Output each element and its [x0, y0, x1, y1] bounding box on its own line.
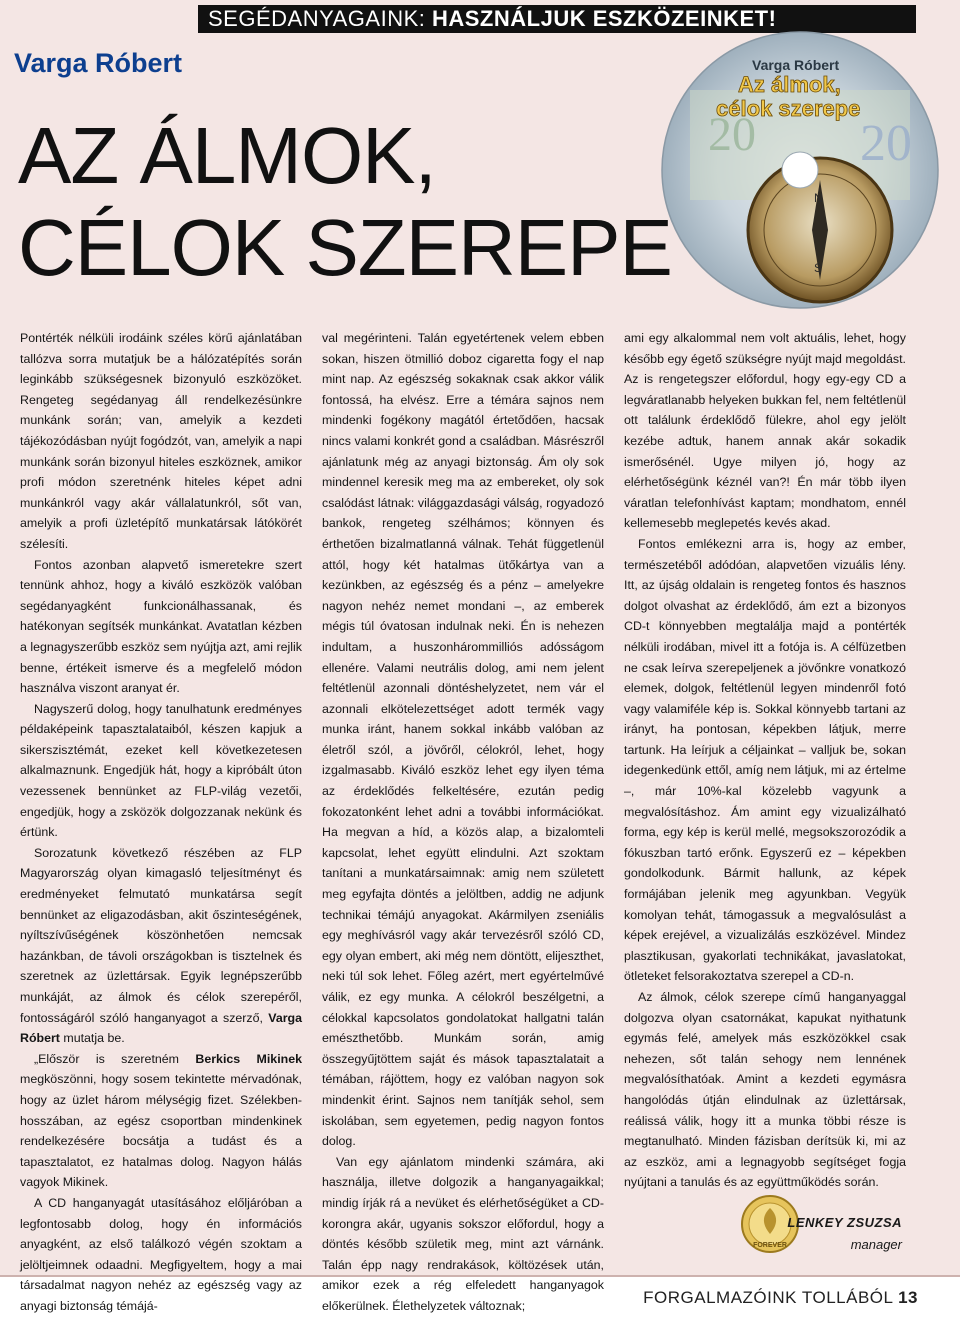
- text-column-2: [322, 328, 604, 1317]
- paragraph: Az álmok, célok szerepe című hanganyaggal dolgozva olyan csatornákat, kapukat nyithatunk egymás felé, amelyek más eszközökkel csak nehezen, sőt talán sehogy nem lennének megvalósíthatóak. Amint a kezdeti egymásra hangolódás útján elindulnak az üzlettársak, reálissá válik, hogy itt a munka többi része is megtanulható. Minden fázisban derítsük ki, mi az az eszköz, ami a legnagyobb segítséget fogja nyújtani a tanulás és az együttműködés során.: [624, 990, 906, 1190]
- page-footer: [643, 1288, 918, 1308]
- signature-name: LENKEY ZSUZSA: [787, 1215, 902, 1230]
- cd-title-line-2: célok szerepe: [716, 96, 861, 121]
- paragraph: ami egy alkalommal nem volt aktuális, lehet, hogy később egy égető szükségre nyújt majd megoldást. Az is rengetegszer előfordul, hogy egy-egy CD a legváratlanabb helyeken bukkan fel, nem feltétlenül ott találunk érdeklődő fülekre, ahol egy jelölt kezébe adtuk, hanem annak akár sokadik ismerősénél. Ugye milyen jó, hogy az elérhetőségünk kéznél van?! Én már több ilyen váratlan telefonhívást kaptam; mondhatom, ennél kellemesebb meglepetés kevés akad.: [624, 331, 906, 531]
- section-header: [198, 5, 916, 33]
- cd-cover-image: [660, 30, 940, 310]
- page-number: 13: [898, 1288, 918, 1307]
- title-line-2: CÉLOK SZEREPE: [18, 203, 672, 292]
- svg-text:N: N: [814, 191, 823, 205]
- paragraph: Fontos azonban alapvető ismeretekre szert tennünk ahhoz, hogy a kiváló eszközök valóban segédanyagként funkcionálhassanak, és hatékonyan segítsék munkánkat. Avatatlan kézben a legnagyszerűbb eszköz sem nyújtja azt, ami rejlik benne, értékeit ismerve és a megfelelő módon használva viszont aranyat ér.: [20, 557, 302, 696]
- text-column-3: [624, 328, 906, 1193]
- quote-open: „Először is szeretném: [34, 1051, 196, 1066]
- svg-text:20: 20: [860, 115, 912, 172]
- paragraph: Fontos emlékezni arra is, hogy az ember, természetéből adódóan, alapvetően vizuális lény. Itt, az újság oldalain is rengeteg fontos és hasznos dolgot olvashat az érdeklődő, ám ezt a bizonyos CD-t könnyebben megtalálja majd a pontérték nélküli irodában, mivel itt a fotója is. A célfüzetben ne csak leírva szerepeljenek a jövőnkre vonatkozó elemek, dolgok, feltétlenül legyen mindenről fotó vagy valamiféle kép is. Sokkal könnyebb tartani az irányt, ha pontosan, képekben látjuk, merre tartunk. Ha leírjuk a céljainkat – valljuk be, sokan idegenkedünk ettől, amíg nem látjuk, mi az értelme –, már 10%-kal közelebb vagyunk a megvalósításhoz. Ám amint egy vizualizálható forma, egy kép is kerül mellé, megsokszorozódik a fókuszban tartó erőnk. Egyszerű ez – képekben gondolkodunk. Bármit hallunk, az képek formájában jelenik meg agyunkban. Vegyük komolyan tehát, támogassuk a megvalósulást a képek erejével, a vizualizálás eszközével. Mindez plasztikusan, gyakorlati technikákat, javaslatokat, ötleteket felsorakoztatva szerepel a CD-n.: [624, 536, 906, 984]
- paragraph: [20, 843, 302, 1049]
- paragraph-text: Sorozatunk következő részében az FLP Magyarország olyan kimagasló teljesítményt és eredményeket felmutató munkatársa segít bennünket az eligazodásban, akit őszinteségének, nyíltszívűségének köszönhetően nemcsak hazánkban, de távoli országokban is tisztelnek és szeretnek az üzlettársak. Egyik legnépszerűbb munkáját, az álmok és célok szerepéről, fontosságáról szóló hanganyagot a szerző,: [20, 845, 302, 1025]
- article-title: [18, 110, 672, 294]
- paragraph-tail: mutatja be.: [59, 1031, 125, 1046]
- badge-text: FOREVER: [753, 1242, 787, 1249]
- signature: [787, 1212, 902, 1256]
- author-name-inline: Varga Róbert: [20, 1010, 302, 1046]
- svg-text:S: S: [814, 261, 823, 275]
- paragraph: Pontérték nélküli irodáink széles körű ajánlatában tallózva sorra mutatjuk be a hálózatépítés során leginkább szükségesnek bizonyuló eszközöket. Rengeteg segédanyag áll rendelkezésünkre munkánk során; van, amelyik a kezdeti tájékozódásban nyújt fogódzót, van, amelyik a napi munkánk során bizonyul hiteles eszköznek, amikor profi módon szeretnénk hiteles képet adni munkánkról vagy akár vállalatunkról, sőt van, amelyik a profi üzletépítő munkatársak látókörét szélesíti.: [20, 331, 302, 551]
- title-line-1: AZ ÁLMOK,: [18, 111, 436, 200]
- cd-title-line-1: Az álmok,: [738, 72, 841, 97]
- paragraph: Van egy ajánlatom mindenki számára, aki használja, illetve dolgozik a hanganyagaikkal; mindig írják rá a nevüket és elérhetőségüket a CD-korongra akár, ugyanis sokszor előfordul, hogy a döntés később születik meg, mint azt várnánk. Talán épp nagy rendrakások, költözések után, amikor ezek a rég elfeledett hanganyagok előkerülnek. Élethelyzetek változnak;: [322, 1154, 604, 1313]
- article-author: Varga Róbert: [14, 48, 183, 78]
- section-title: HASZNÁLJUK ESZKÖZEINKET!: [431, 6, 777, 31]
- signature-role: manager: [850, 1237, 902, 1252]
- svg-text:20: 20: [708, 108, 756, 161]
- section-prefix: SEGÉDANYAGAINK:: [208, 6, 432, 31]
- cd-author: Varga Róbert: [752, 57, 840, 73]
- paragraph: val megérinteni. Talán egyetértenek velem ebben sokan, hiszen ötmillió doboz cigaretta fogy el nap mint nap. Az egészség sokaknak csak akkor válik fontossá, ha elvész. Erre a témára sajnos nem mindenki fogékony magától értetődően, hacsak nincs valami konkrét gond a családban. Másrészről ajánlatunk még az anyagi biztonság. Ám oly sok mindennel keresik meg ma az embereket, oly sok csalódást látnak: világgazdasági válság, rogyadozó bankok, rengeteg szélhámos; könnyen és érthetően bizalmatlanná válnak. Tehát függetlenül attól, hogy két hatalmas ütőkártya van a kezünkben, az egészség és a pénz – amelyekre nagyon nehéz nemet mondani –, az emberek mégis túl óvatosan indulnak neki. Én is nehezen indultam, a huszonhárommilliós adósságom ellenére. Valami neutrális dolog, ami nem jelent feltétlenül azonnali döntéshelyzetet, nem vár el azonnali elkötelezettséget adott termék vagy munka iránt, hanem sokkal inkább valóban az életről szól, a jövőről, célokról, lehet, hogy izgalmasabb. Kiváló eszköz lehet egy ilyen téma az érdeklődés felkeltésére, ezután pedig fokozatonként lehet adni a további információkat. Ha megvan a híd, a közös alap, a bizalomteli kapcsolat, lehet együtt elindulni. Azt szoktam tanítani a munkatársaimnak: amig nem született meg egyfajta döntés a jelöltben, addig ne adjunk technikai témájú anyagokat. Akármilyen zseniális egy meghívásról vagy akár tervezésről szóló CD, egy olyan embert, aki még nem döntött, elijeszthet, neki túl sok lehet. Főleg azért, mert egyértelművé válik, ez egy munka. A célokról beszélgetni, a célokkal kapcsolatos gondolatokat hallgatni talán emészthetőbb. Munkám során, amig összegyűjtöttem saját és mások tapasztalatait a témában, rájöttem, hogy ez valóban nagyon sok mindenkit érint. Sajnos nem tanítják sehol, sem iskolában, sem egyetemen, pedig nagyon fontos dolog.: [322, 331, 604, 1149]
- text-column-1: [20, 328, 302, 1317]
- paragraph: Nagyszerű dolog, hogy tanulhatunk eredményes példaképeink tapasztalataiból, készen kapjuk a sikerszisztémát, ezeket kell következetesen alkalmaznunk. Engedjük hát, hogy a kipróbált úton vezessenek bennünket az FLP-világ vezetői, engedjük, hogy a zsközök dolgozzanak nekünk és értünk.: [20, 701, 302, 840]
- footer-section: FORGALMAZÓINK TOLLÁBÓL: [643, 1288, 893, 1307]
- quote-paragraph: [20, 1049, 302, 1193]
- paragraph: A CD hanganyagát utasításához előljáróban a legfontosabb dolog, hogy én információs anyagként, az első találkozó végén szoktam a jelöltjeimnek odaadni. Megfigyeltem, hogy a mai társadalmat nagyon nehéz az egészség vagy az anyagi biztonság témájá-: [20, 1195, 302, 1313]
- quote-tail: megköszönni, hogy sosem tekintette mérvadónak, hogy az üzlet három mélységig fizet. Szélekben-hosszában, az egész csoportban mindenkinek rendelkezésére bocsátja a tudást és a tapasztalatot, ez hatalmas dolog. Nagyon hálás vagyok Mikinek.: [20, 1072, 302, 1190]
- quote-name: Berkics Mikinek: [195, 1051, 302, 1066]
